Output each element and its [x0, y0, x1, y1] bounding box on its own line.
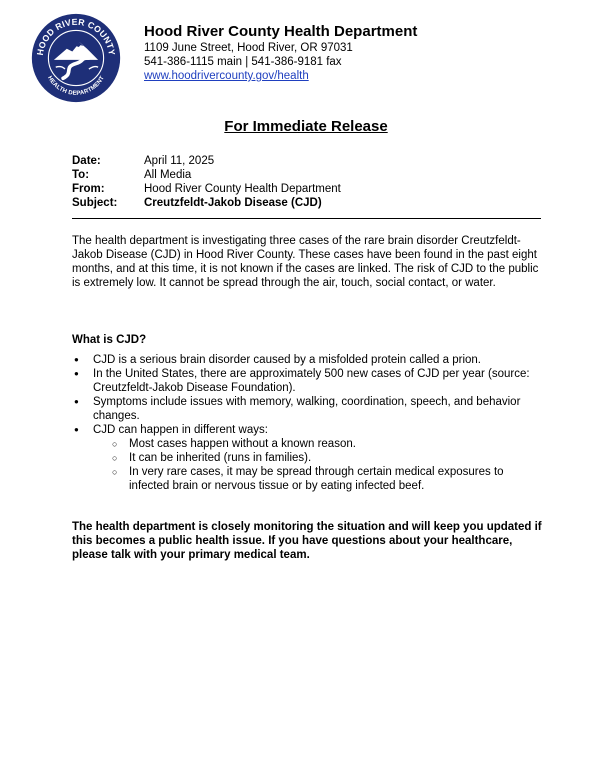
letterhead: [144, 23, 417, 83]
closing-statement: The health department is closely monitoring the situation and will keep you updated if this becomes a public health issue. If you have questions about your healthcare, please talk with your primary medical team.: [72, 521, 542, 561]
sub-list-item: ○ Most cases happen without a known reason.: [93, 437, 542, 451]
memo-value: April 11, 2025: [144, 155, 215, 167]
divider-line: [72, 218, 541, 219]
memo-label: To:: [72, 169, 90, 181]
street-address: 1109 June Street, Hood River, OR 97031: [144, 42, 353, 54]
memo-value: Hood River County Health Department: [144, 183, 341, 195]
memo-row-from: [72, 182, 341, 196]
section-heading: What is CJD?: [72, 334, 147, 346]
memo-header: [72, 154, 341, 210]
county-health-seal-logo: [30, 12, 122, 104]
svg-text:HEALTH DEPARTMENT: HEALTH DEPARTMENT: [46, 75, 106, 97]
list-item: ● CJD is a serious brain disorder caused by a misfolded protein called a prion.: [72, 353, 542, 367]
memo-row-date: [72, 154, 341, 168]
memo-subject-value: Creutzfeldt-Jakob Disease (CJD): [144, 197, 322, 209]
cjd-causes-sublist: [93, 437, 542, 493]
memo-row-subject: [72, 196, 341, 210]
cjd-facts-list: [72, 353, 542, 493]
memo-label: Subject:: [72, 197, 118, 209]
memo-label: From:: [72, 183, 105, 195]
svg-text:HOOD RIVER COUNTY: HOOD RIVER COUNTY: [34, 16, 118, 57]
memo-label: Date:: [72, 155, 101, 167]
release-title: For Immediate Release: [224, 118, 388, 135]
website-link[interactable]: www.hoodrivercounty.gov/health: [144, 70, 309, 82]
memo-value: All Media: [144, 169, 192, 181]
sub-list-item: ○ It can be inherited (runs in families).: [93, 451, 542, 465]
organization-name: Hood River County Health Department: [144, 23, 418, 40]
list-item: ● In the United States, there are approximately 500 new cases of CJD per year (source: Creutzfeldt-Jakob Disease Foundation).: [72, 367, 542, 395]
sub-list-item: ○ In very rare cases, it may be spread through certain medical exposures to infected brain or nervous tissue or by eating infected beef.: [93, 465, 542, 493]
list-item: ● Symptoms include issues with memory, walking, coordination, speech, and behavior changes.: [72, 395, 542, 423]
memo-row-to: [72, 168, 341, 182]
list-item-with-sublist: [72, 423, 542, 493]
list-item-text: CJD can happen in different ways:: [93, 424, 268, 436]
intro-paragraph: The health department is investigating three cases of the rare brain disorder Creutzfeldt-Jakob Disease (CJD) in Hood River County. These cases have been found in the past eight months, and at this time, it is not known if the cases are linked. The risk of CJD to the public is extremely low. It cannot be spread through the air, touch, social contact, or water.: [72, 235, 539, 289]
phone-fax-line: 541-386-1115 main | 541-386-9181 fax: [144, 56, 342, 68]
